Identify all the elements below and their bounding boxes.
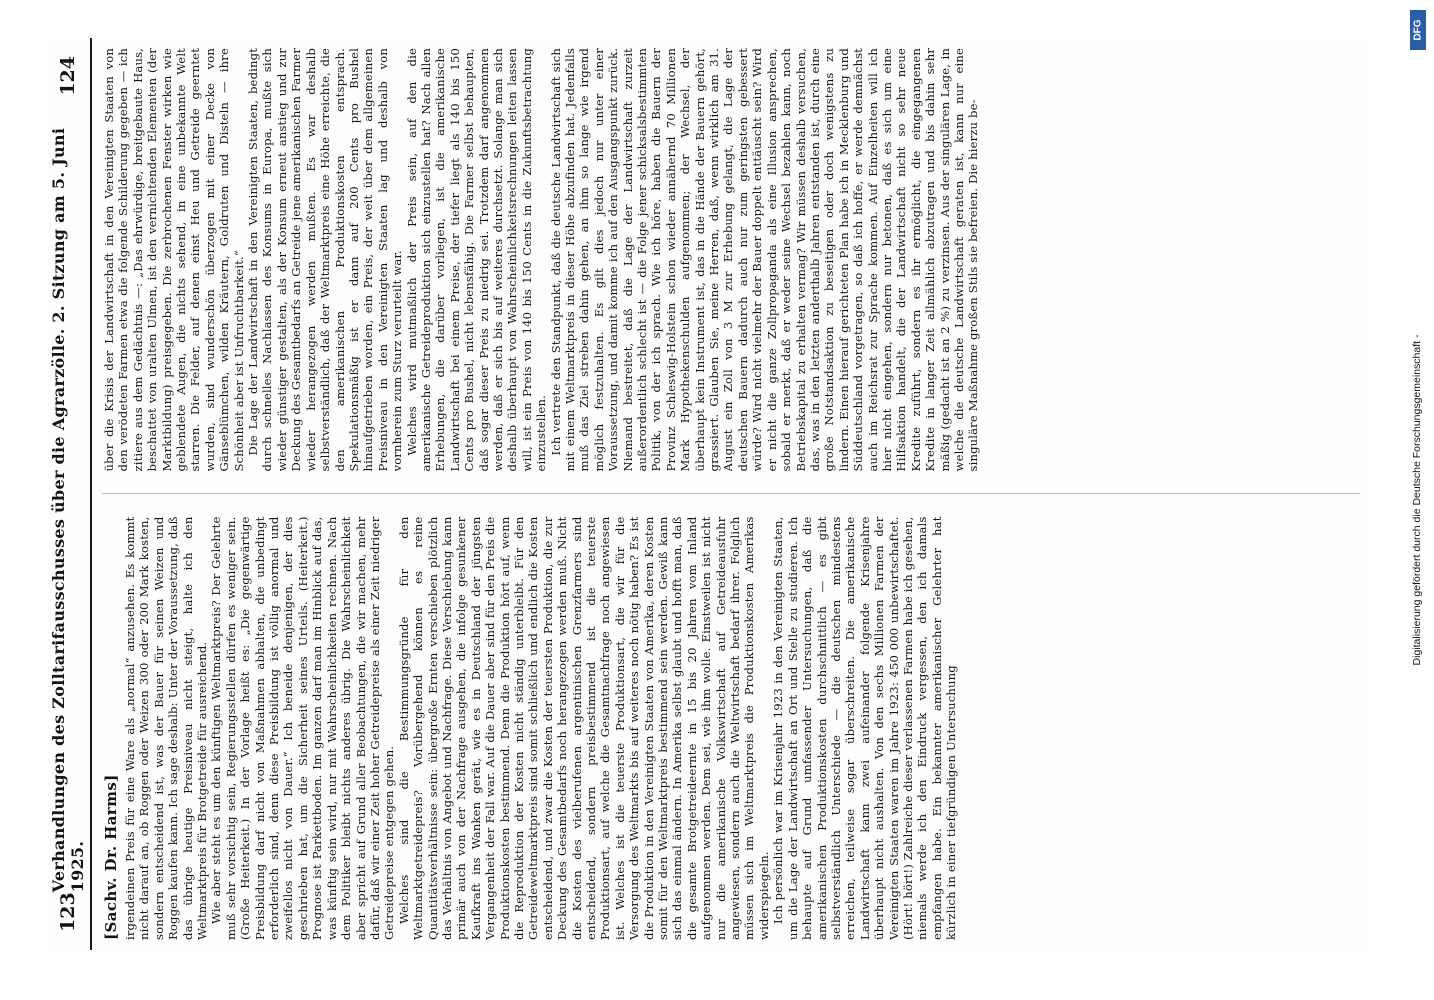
paragraph: Ich persönlich war im Krisenjahr 1923 in den Vereinigten Staaten, um die Lage der Landwirtschaft an Ort und Stelle zu studieren. Ich behaupte auf Grund umfassender Untersuchungen, daß die amerikanischen Produktionskosten durchschnittlich — es gibt selbstverständlich Unterschiede — die deutschen mindestens erreichen, teilweise sogar überschreiten. Die amerikanische Landwirtschaft kann zwei aufeinander folgende Krisenjahre überhaupt nicht aushalten. Von den sechs Millionen Farmen der Vereinigten Staaten waren im Jahre 1923: 450 000 unbewirtschaftet. (Hört! hört!) Zahlreiche dieser verlassenen Farmen habe ich gesehen, niemals werde ich den Eindruck vergessen, den ich damals empfangen habe. Ein bekannter amerikanischer Gelehrter hat kürzlich in einer tiefgründigen Untersuchung (771, 516, 959, 940)
speaker-label: [Sachv. Dr. Harms] (102, 774, 120, 940)
dfg-logo-icon (1410, 10, 1426, 50)
paragraph: Welches wird mutmaßlich der Preis sein, auf den die amerikanische Getreideproduktion sich einzustellen hat? Nach allen Erhebungen, die darüber vorliegen, ist die amerikanische Landwirtschaft bei einem Preise, der tiefer liegt als 140 bis 150 Cents pro Bushel, nicht lebensfähig. Die Farmer selbst behaupten, daß sogar dieser Preis zu niedrig sei. Trotzdem darf angenommen werden, daß er sich bis auf weiteres durchsetzt. Solange man sich deshalb überhaupt von Wahrscheinlichkeitsrechnungen leiten lassen will, ist ein Preis von 140 bis 150 Cents in die Zukunftsbetrachtung einzustellen. (404, 48, 549, 472)
credit-text: Digitalisierung gefördert durch die Deutsche Forschungsgemeinschaft - (1411, 334, 1423, 666)
running-title: Verhandlungen des Zolltarifausschusses über die Agrarzölle. 2. Sitzung am 5. Juni 1925. (49, 127, 87, 893)
paragraph: irgendeinen Preis für eine Ware als „normal“ anzusehen. Es kommt nicht darauf an, ob Roggen oder Weizen 300 oder 200 Mark kosten, sondern entscheidend ist, was der Bauer für seinen Weizen und Roggen kaufen kann. Ich sage deshalb: Unter der Voraussetzung, daß das übrige heutige Preisniveau nicht steigt, halte ich den Weltmarktpreis für Brotgetreide für ausreichend. (123, 516, 210, 940)
paragraph: Ich vertrete den Standpunkt, daß die deutsche Landwirtschaft sich mit einem Weltmarktpreis in dieser Höhe abzufinden hat. Jedenfalls muß das Ziel streben dahin gehen, an ihm so lange wie irgend möglich festzuhalten. Es gilt dies jedoch nur unter einer Voraussetzung, und damit komme ich auf den Ausgangspunkt zurück. Niemand bestreitet, daß die Lage der Landwirtschaft zurzeit außerordentlich schlecht ist — die Folge jener schicksalsbestimmten Politik, von der ich sprach. Wie ich höre, haben die Bauern der Provinz Schleswig-Holstein schon wieder annähernd 70 Millionen Mark Hypothekenschulden aufgenommen; der Wechsel, der überhaupt kein Instrument ist, das in die Hände der Bauern gehört, grassiert. Glauben Sie, meine Herren, daß, wenn wirklich am 31. August ein Zoll von 3 M zur Erhebung gelangt, die Lage der deutschen Bauern dadurch auch nur zum geringsten gebessert würde? Wird nicht vielmehr der Bauer doppelt enttäuscht sein? Wird er nicht die ganze Zollpropaganda als eine Illusion ansprechen, sobald er merkt, daß er weder seine Wechsel bezahlen kann, noch Betriebskapital zu erhalten vermag? Wir müssen deshalb versuchen, das, was in den letzten anderthalb Jahren entstanden ist, durch eine große Notstandsaktion zu beseitigen oder doch wenigstens zu lindern. Einen hierauf gerichteten Plan habe ich in Mecklenburg und Süddeutschland vorgetragen, so daß ich hoffe, er werde demnächst auch im Reichsrat zur Sprache kommen. Auf Einzelheiten will ich hier nicht eingehen, sondern nur betonen, daß es sich um eine Hilfsaktion handelt, die der Landwirtschaft nicht so sehr neue Kredite zuführt, sondern es ihr ermöglicht, die eingegangenen Kredite in langer Zeit allmählich abzutragen und bis dahin sehr mäßig (gedacht ist an 2 %) zu verzinsen. Aus der singulären Lage, in welche die deutsche Landwirtschaft geraten ist, kann nur eine singuläre Maßnahme großen Stils sie befreien. Die hierzu be- (548, 48, 981, 472)
digitization-credit (1406, 0, 1428, 1000)
right-column (102, 48, 1360, 472)
dfg-logo-text: DFG (1412, 19, 1424, 41)
paragraph: Die Lage der Landwirtschaft in den Vereinigten Staaten, bedingt durch schnelles Nachlassen des Konsums in Europa, mußte sich wieder günstiger gestalten, als der Konsum erneut anstieg und zur Deckung des Gesamtbedarfs an Getreide jene amerikanischen Farmer wieder herangezogen werden mußten. Es war deshalb selbstverständlich, daß der Weltmarktpreis eine Höhe erreichte, die den amerikanischen Produktionskosten entsprach. Spekulationsmäßig ist er dann auf 200 Cents pro Bushel hinaufgetrieben worden, ein Preis, der weit über dem allgemeinen Preisniveau in den Vereinigten Staaten lag und deshalb von vornherein zum Sturz verurteilt war. (246, 48, 405, 472)
column-divider (102, 494, 1360, 495)
rotated-print-block (46, 38, 1370, 950)
left-page-number: 123 (57, 892, 79, 932)
text-columns (102, 48, 1360, 940)
page-header (46, 38, 92, 950)
right-page-number: 124 (57, 56, 79, 96)
left-column (102, 517, 1360, 941)
paragraph: Wie aber steht es um den künftigen Weltmarktpreis? Der Gelehrte muß sehr vorsichtig sein, Regierungsstellen dürfen es weniger sein. (Große Heiterkeit.) In der Vorlage heißt es: „Die gegenwärtige Preisbildung darf nicht von Maßnahmen abhalten, die unbedingt erforderlich sind, denn diese Preisbildung ist völlig anormal und zweifellos nicht von Dauer.“ Ich beneide denjenigen, der dies geschrieben hat, um die Sicherheit seines Urteils. (Heiterkeit.) Prognose ist Parkettboden. Im ganzen darf man im Hinblick auf das, was künftig sein wird, nur mit Wahrscheinlichkeiten rechnen. Nach dem Politiker bleibt nichts anderes übrig. Die Wahrscheinlichkeit aber spricht auf Grund aller Beobachtungen, die wir machen, mehr dafür, daß wir einer Zeit hoher Getreidepreise als einer Zeit niedriger Getreidepreise entgegen gehen. (209, 516, 397, 940)
document-page (46, 38, 1370, 950)
paragraph: Welches sind die Bestimmungsgründe für den Weltmarktgetreidepreis? Vorübergehend können es reine Quantitätsverhältnisse sein: übergroße Ernten verschieben plötzlich das Verhältnis von Angebot und Nachfrage. Diese Verschiebung kann primär auch von der Nachfrage ausgehen, die infolge gesunkener Kaufkraft ins Wanken gerät, wie es in Deutschland der jüngsten Vergangenheit der Fall war. Auf die Dauer aber sind für den Preis die Produktionskosten bestimmend. Denn die Produktion hört auf, wenn die Reproduktion der Kosten nicht ständig unterbleibt. Für den Getreideweltmarktpreis sind somit schließlich und endlich die Kosten entscheidend, und zwar die Kosten der teuersten Produktion, die zur Deckung des Gesamtbedarfs noch herangezogen werden muß. Nicht die Kosten des vielberufenen argentinischen Grenzfarmers sind entscheidend, sondern preisbestimmend ist die teuerste Produktionsart, auf welche die Gesamtnachfrage noch angewiesen ist. Welches ist die teuerste Produktionsart, die wir für die Versorgung des Weltmarkts bis auf weiteres noch nötig haben? Es ist die Produktion in den Vereinigten Staaten von Amerika, deren Kosten somit für den Weltmarktpreis bestimmend sein werden. Gewiß kann sich das einmal ändern. In Amerika selbst glaubt und hofft man, daß die gesamte Brotgetreideernte in 15 bis 20 Jahren vom Inland aufgenommen werden. Dem sei, wie ihm wolle. Einstweilen ist nicht nur die amerikanische Volkswirtschaft auf Getreideausfuhr angewiesen, sondern auch die Weltwirtschaft bedarf ihrer. Folglich müssen sich im Weltmarktpreis die Produktionskosten Amerikas widerspiegeln. (396, 516, 771, 940)
paragraph: über die Krisis der Landwirtschaft in den Vereinigten Staaten von den verödeten Farmen etwa die folgende Schilderung gegeben — ich zitiere aus dem Gedächtnis —: „Das ehrwürdige, breitgebaute Haus, beschattet von uralten Ulmen, ist den vernichtenden Elementen (der Marktbildung) preisgegeben. Die zerbrochenen Fenster wirken wie geblendete Augen, die nichts sehend, in eine unbekannte Welt starren. Die Felder, auf denen einst Heu und Getreide geerntet wurden, sind wunderschön überzogen mit einer Decke von Gänseblümchen, wilden Kräutern, Goldruten und Disteln — ihre Schönheit aber ist Unfruchtbarkeit.“ (102, 48, 246, 472)
